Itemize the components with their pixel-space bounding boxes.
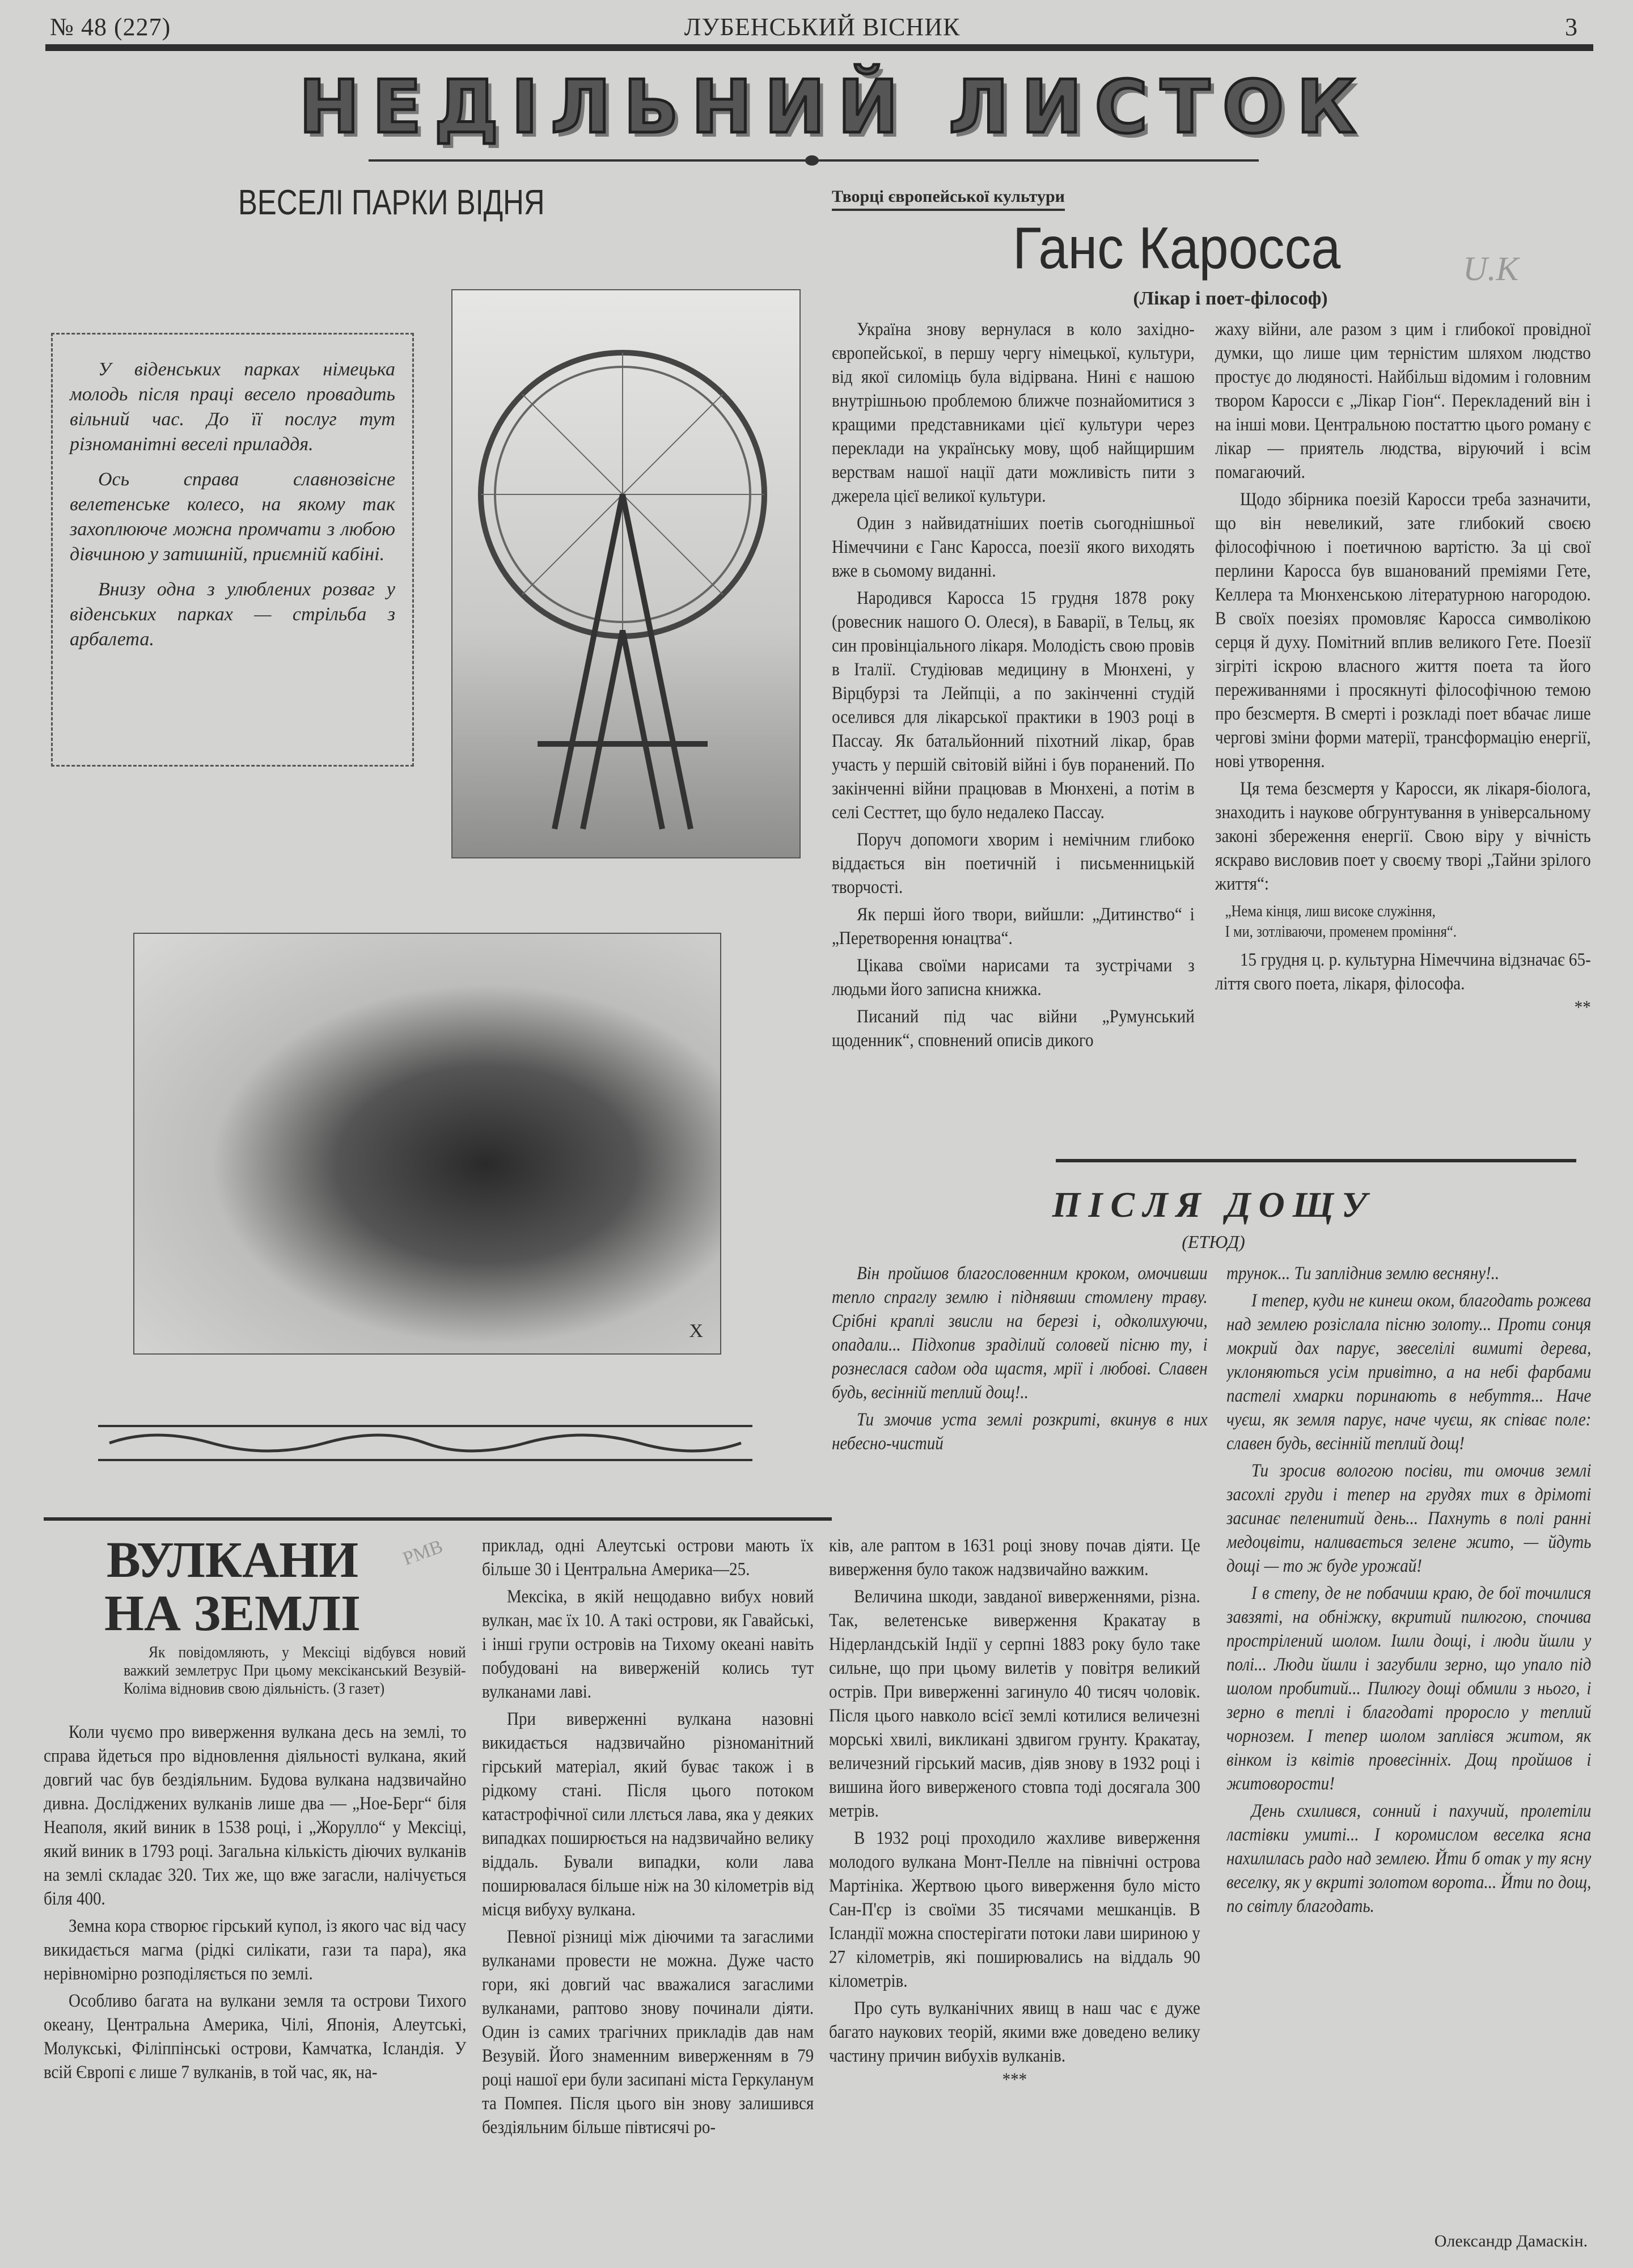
title-line: ВУЛКАНИ — [106, 1532, 359, 1588]
crossbow-photo — [133, 933, 721, 1355]
caption-paragraph: У віденських парках німецька молодь після праці весело провадить вільний час. До її послуг тут різноманітні веселі приладдя. — [70, 359, 395, 455]
volcano-column-2 — [482, 1534, 814, 2237]
issue-number: № 48 (227) — [50, 13, 171, 41]
paragraph: При виверженні вулкана назовні викидається надзвичайно різноманітний гірський матеріал, який буває також і в рідкому стані. Після цього потоком катастрофічної сили ллється лава, яка у деяких випадках поширюється на надзвичайно велику віддаль. Бували випадки, коли лава поширювалася більше ніж на 30 кілометрів від місця вибуху вулкана. — [482, 1709, 814, 1920]
volcano-title — [85, 1534, 380, 1640]
lead-paragraph: Як повідомляють, у Мексіці відбувся новий важкий землетрус При цьому мексіканський Везувій-Коліма відновив свою діяльність. (З газет) — [124, 1643, 466, 1698]
paragraph: Ти змочив уста землі розкриті, вкинув в них небесно-чистий — [832, 1410, 1208, 1454]
end-mark: *** — [1002, 2070, 1027, 2090]
photo-mark: X — [689, 1321, 703, 1342]
paragraph: Один з найвидатніших поетів сьогоднішньої Німеччини є Ганс Каросса, поезії якого виходять вже в сьомому виданні. — [832, 513, 1195, 581]
paragraph: Величина шкоди, завданої виверженнями, різна. Так, велетенське виверження Кракатау в Нідерландській Індії у серпні 1883 року було таке сильне, що при цьому вилетів у повітря великий острів. При виверженні загинуло 40 тисяч чоловік. Після цього навколо всієї землі котилися величезні морські хвилі, викликані здвигом грунту. Кракатау, величезний гірський масив, діяв знову в 1932 році і вишина його виверженого стовпа тоді досягала 300 метрів. — [829, 1586, 1200, 1821]
caption-paragraph: Ось справа славнозвісне велетенське колесо, на якому так захоплююче можна промчати з любою дівчиною у затишній, приємній кабіні. — [70, 469, 395, 565]
decorative-ornament — [98, 1425, 752, 1461]
etude-title: ПІСЛЯ ДОЩУ — [1052, 1184, 1375, 1225]
quote-line: І ми, зотліваючи, променем проміння“. — [1225, 923, 1457, 941]
paragraph: Він пройшов благословенним кроком, омочивши тепло спраглу землю і піднявши стомлену траву. Срібні краплі звисли на березі і, одколихуючи, опадали... Підхопив зраділий соловей пісню ту, і рознеслася садом ода щастя, мрії і любові. Славен будь, весінній теплий дощ!.. — [832, 1263, 1208, 1403]
carossa-column-1 — [832, 318, 1195, 1151]
paragraph: Про суть вулканічних явищ в наш час є дуже багато наукових теорій, якими вже доведено велику частину причин вибухів вулканів. — [829, 1998, 1200, 2066]
paragraph: жаху війни, але разом з цим і глибокої провідної думки, що лише цим терністим шляхом людство простує до людяності. Найбільш відомим і головним твором Каросси є „Лікар Гіон“. Перекладений він і на інші мови. Центральною постаттю цього роману є лікар — приятель людства, віруючий і всім помагаючий. — [1215, 319, 1591, 483]
paragraph: В 1932 році проходило жахливе виверження молодого вулкана Монт-Пелле на північні острова Мартініка. Жертвою цього виверження було місто Сан-П'єр із своїми 35 тисячами мешканців. В Ісландії можна спостерігати потоки лави шириною у 27 кілометрів, які поширювались на віддаль 90 кілометрів. — [829, 1828, 1200, 1991]
carossa-subtitle: (Лікар і поет-філософ) — [1133, 288, 1328, 309]
section-rule — [1056, 1159, 1576, 1162]
paragraph: День схилився, сонний і пахучий, пролетіли ластівки умиті... І коромислом веселка ясна нахилилась радо над землею. Йти б отак у ту ясну веселку, як у вкриті золотом ворота... Йти по дощ, по світлу благодать. — [1226, 1801, 1592, 1916]
section-rubric: Творці європейської культури — [832, 187, 1065, 211]
paragraph: Поруч допомоги хворим і немічним глибоко віддається він поетичній і письменницькій творчості. — [832, 830, 1195, 898]
scroll-ornament-icon — [98, 1427, 752, 1459]
volcano-column-1 — [44, 1720, 466, 2239]
poem-quote — [1225, 902, 1591, 942]
paragraph: І тепер, куди не кинеш оком, благодать рожева над землею розіслала пісню золоту... Проти сонця мокрий дах парує, звеселілі вимиті дерева, уклоняються усім привітно, а на небі фарбами пастелі хмарки поринають в небуття... Наче чуєш, як земля парує, наче чуєш, як співає поле: славен будь, весінній теплий дощ! — [1226, 1290, 1592, 1454]
paragraph: 15 грудня ц. р. культурна Німеччина відзначає 65-ліття свого поета, лікаря, філософа. — [1215, 950, 1591, 994]
paragraph: Мексіка, в якій нещодавно вибух новий вулкан, має їх 10. А такі острови, як Гавайські, і інші групи островів на Тихому океані навіть побудовані на виверженій колись тут вулканами лаві. — [482, 1586, 814, 1702]
vienna-title: ВЕСЕЛІ ПАРКИ ВІДНЯ — [238, 183, 545, 222]
vienna-caption-box — [51, 333, 414, 767]
paragraph: Ця тема безсмертя у Каросси, як лікаря-біолога, знаходить і наукове обгрунтування в універсальному законі збереження енергії. Свою віру у вічність яскраво висловив поет у своєму творі „Тайни зрілого життя“: — [1215, 778, 1591, 894]
paragraph: приклад, одні Алеутські острови мають їх більше 30 і Центральна Америка—25. — [482, 1535, 814, 1580]
end-mark: ** — [1574, 997, 1591, 1018]
paragraph: Певної різниці між діючими та загаслими вулканами провести не можна. Дуже часто гори, які довгий час вважалися загаслими вулканами, раптово знову починали діяти. Один із самих трагічних прикладів дав нам Везувій. Його знаменним виверженням в 79 році нашої ери були засипані міста Геркуланум та Помпея. Після цього він знову залишився бездіяльним більше півтисячі ро- — [482, 1927, 814, 2138]
stamp-mark: PMB — [400, 1535, 446, 1570]
ornament-divider — [369, 156, 1259, 164]
paragraph: Ти зросив вологою посіви, ти омочив землі засохлі груди і тепер на грудях тих в дрімоті засинає пеленитий день... Пахнуть в полі ранні медоцвіти, наливається зелене жито, — йдуть дощі — то ж буде урожай! — [1226, 1461, 1592, 1576]
masthead-title: НЕДІЛЬНИЙ ЛИСТОК — [298, 65, 1369, 150]
paragraph: Цікава своїми нарисами та зустрічами з людьми його записна книжка. — [832, 955, 1195, 1000]
paragraph: Писаний під час війни „Румунський щоденник“, сповнений описів дикого — [832, 1006, 1195, 1051]
carossa-column-2 — [1215, 318, 1591, 1151]
paragraph: Україна знову вернулася в коло західно-європейської, в першу чергу німецької, культури, від якої силоміць була відірвана. Нині є нашою внутрішньою проблемою ближче познайомитися з кращими представниками цієї культури через переклади на українську мову, щоб найщиршим верствам нашої нації дати можливість пити з джерела цієї великої культури. — [832, 319, 1195, 506]
volcano-lead — [124, 1643, 466, 1717]
caption-paragraph: Внизу одна з улюблених розваг у віденських парках — стрільба з арбалета. — [70, 579, 395, 650]
paragraph: Щодо збірника поезій Каросси треба зазначити, що він невеликий, зате глибокий своєю філософічною і поетичною вартістю. За ці свої перлини Каросса був вшанований преміями Гете, Келлера та Мюнхенською літературною нагородою. В своїх поезіях промовляє Каросса символікою серця й духу. Помітний вплив великого Гете. Поезії зігріті іскрою власного життя поета та його переживаннями і просякнуті філософічною темою про безсмертя. В смерті і розкладі поет вбачає лише чергові зміни форми матерії, трансформацію енергії, нові утворення. — [1215, 489, 1591, 772]
carossa-title: Ганс Каросса — [1013, 215, 1341, 281]
ferris-wheel-photo — [451, 289, 801, 858]
paragraph: І в степу, де не побачиш краю, де бої точилися завзяті, на обніжку, вкритий пилюгою, спочива прострілений шолом. Ішли дощі, і люди йшли у полі... Люди йшли і загубили зерно, що упало під шолом пробитий... Пилюгу дощі обмили з нього, і зерно в теплі і благодаті проросло у теплий чорнозем. І тепер шолом заплівся житом, як вінком із квітів провесінніх. Дощ пройшов і житоворости! — [1226, 1583, 1592, 1794]
newspaper-name: ЛУБЕНСЬКИЙ ВІСНИК — [684, 13, 961, 41]
etude-column-1 — [832, 1262, 1208, 1511]
etude-column-2 — [1226, 1262, 1591, 2225]
section-rule — [44, 1517, 832, 1521]
title-line: НА ЗЕМЛІ — [104, 1585, 361, 1641]
handwritten-note: U.K — [1463, 250, 1519, 287]
header-rule — [45, 44, 1593, 51]
paragraph: Народився Каросса 15 грудня 1878 року (ровесник нашого О. Олеся), в Баварії, в Тельц, як син провінціального лікаря. Молодість свою провів в Італії. Студіював медицину в Мюнхені, у Вірцбурзі та Лейпціі, а по закінченні студій оселився для лікарської практики в 1903 році в Пассау. Як батальйонний піхотний лікар, брав участь у першій світовій війні і був поранений. По закінченні війни працював в Мюнхені, а потім в селі Сесттет, що було недалеко Пассау. — [832, 588, 1195, 823]
etude-subtitle: (ЕТЮД) — [1182, 1232, 1245, 1252]
paragraph: Як перші його твори, вийшли: „Дитинство“ і „Перетворення юнацтва“. — [832, 904, 1195, 949]
paragraph: Особливо багата на вулкани земля та острови Тихого океану, Центральна Америка, Чілі, Японія, Алеутські, Молукські, Філіппінські острови, Камчатка, Ісландія. У всій Європі є лише 7 вулканів, в той час, як, на- — [44, 1991, 467, 2083]
quote-line: „Нема кінця, лиш високе служіння, — [1225, 903, 1436, 920]
etude-author: Олександр Дамаскін. — [1434, 2232, 1588, 2250]
volcano-column-3 — [829, 1534, 1200, 2237]
page-number: 3 — [1565, 13, 1578, 41]
ferris-wheel-illustration — [452, 290, 799, 857]
paragraph: трунок... Ти запліднив землю весняну!.. — [1226, 1263, 1500, 1284]
paragraph: Земна кора створює гірський купол, із якого час від часу викидається магма (рідкі силікати, гази та пара), яка нерівномірно розподіляється по землі. — [44, 1916, 467, 1984]
paragraph: ків, але раптом в 1631 році знову почав діяти. Це виверження було також надзвичайно важким. — [829, 1535, 1200, 1580]
paragraph: Коли чуємо про виверження вулкана десь на землі, то справа йдеться про відновлення діяльності вулкана, який довгий час був бездіяльним. Будова вулкана надзвичайно дивна. Досліджених вулканів лише два — „Ное-Берг“ біля Неаполя, який виник в 1538 році, і „Жорулло“ у Мексіці, який виник в 1793 році. Загальна кількість діючих вулканів на землі складає 320. Тих же, що вже загасли, налічується біля 400. — [44, 1722, 467, 1909]
